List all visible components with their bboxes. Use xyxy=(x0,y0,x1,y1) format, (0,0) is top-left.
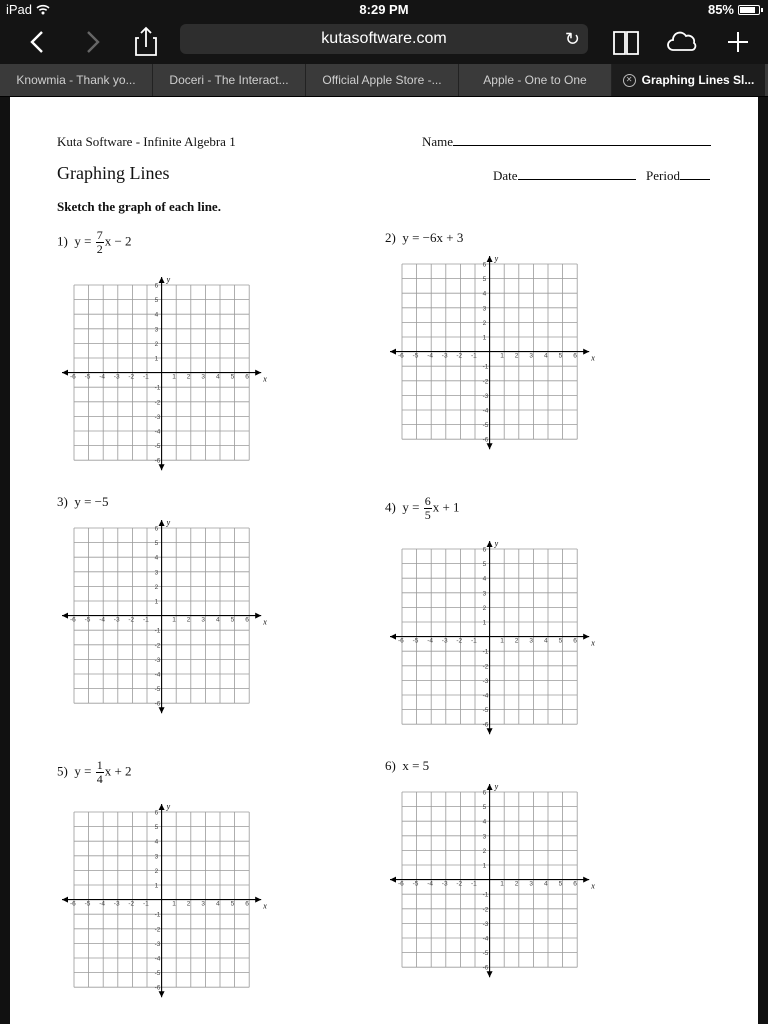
x-axis-arrow-left xyxy=(390,349,396,355)
y-tick-label: 4 xyxy=(154,838,159,846)
x-tick-label: -4 xyxy=(427,880,433,888)
y-tick-label: -6 xyxy=(482,721,489,729)
y-tick-label: 3 xyxy=(482,590,487,598)
y-tick-label: -3 xyxy=(154,940,161,948)
y-axis-label: y xyxy=(166,518,171,527)
x-tick-label: 4 xyxy=(544,352,548,360)
x-axis-label: x xyxy=(263,901,267,911)
x-axis-arrow-left xyxy=(390,634,396,640)
y-tick-label: 5 xyxy=(482,804,487,812)
x-tick-label: -4 xyxy=(99,900,105,908)
x-tick-label: 2 xyxy=(186,373,191,381)
y-tick-label: -1 xyxy=(154,627,161,635)
y-axis-arrow-up xyxy=(159,520,165,526)
x-axis-label: x xyxy=(263,617,267,627)
x-tick-label: -5 xyxy=(84,616,91,624)
x-tick-label: -6 xyxy=(398,637,404,645)
y-tick-label: -1 xyxy=(154,384,161,392)
tab-apple-one-to-one[interactable]: Apple - One to One xyxy=(459,64,612,96)
y-tick-label: 6 xyxy=(154,282,159,290)
x-tick-label: -2 xyxy=(128,373,135,381)
y-tick-label: -5 xyxy=(154,970,161,978)
y-tick-label: -2 xyxy=(154,926,161,934)
y-tick-label: -2 xyxy=(482,906,489,914)
x-tick-label: 3 xyxy=(529,637,534,645)
coordinate-grid-3[interactable] xyxy=(58,518,268,720)
y-tick-label: -2 xyxy=(482,663,489,671)
battery-icon xyxy=(738,5,760,15)
y-tick-label: -2 xyxy=(154,642,161,650)
name-field: Name xyxy=(422,134,711,150)
x-tick-label: -4 xyxy=(99,373,105,381)
x-tick-label: 3 xyxy=(201,373,206,381)
back-icon[interactable] xyxy=(20,24,56,60)
x-tick-label: -1 xyxy=(143,900,149,908)
y-axis-arrow-up xyxy=(159,277,165,283)
y-tick-label: -1 xyxy=(482,891,489,899)
x-tick-label: -2 xyxy=(128,616,135,624)
y-tick-label: 3 xyxy=(154,569,159,577)
y-tick-label: -4 xyxy=(154,671,161,679)
y-axis-label: y xyxy=(494,782,499,791)
period-field: Period xyxy=(646,168,710,184)
y-tick-label: -3 xyxy=(482,677,489,685)
y-tick-label: -6 xyxy=(482,964,489,972)
x-tick-label: 3 xyxy=(201,616,206,624)
share-icon[interactable] xyxy=(128,24,164,60)
x-tick-label: -3 xyxy=(441,880,448,888)
x-axis-arrow-right xyxy=(255,370,261,376)
y-tick-label: 2 xyxy=(154,867,159,875)
x-tick-label: 4 xyxy=(216,900,220,908)
x-axis-arrow-right xyxy=(583,634,589,640)
x-tick-label: 4 xyxy=(544,637,548,645)
x-tick-label: 6 xyxy=(245,373,249,381)
x-tick-label: -2 xyxy=(456,880,463,888)
x-tick-label: -4 xyxy=(427,637,433,645)
y-tick-label: -5 xyxy=(154,686,161,694)
y-tick-label: -3 xyxy=(482,392,489,400)
y-axis-arrow-down xyxy=(159,991,165,997)
forward-icon[interactable] xyxy=(74,24,110,60)
x-axis-label: x xyxy=(591,881,595,891)
x-tick-label: 1 xyxy=(500,637,504,645)
y-tick-label: 1 xyxy=(482,334,487,342)
y-tick-label: -5 xyxy=(482,707,489,715)
device-name: iPad xyxy=(6,2,33,17)
address-bar[interactable] xyxy=(180,24,588,54)
reload-icon[interactable]: ↻ xyxy=(564,29,580,49)
x-tick-label: -6 xyxy=(70,900,76,908)
y-tick-label: 5 xyxy=(482,276,487,284)
y-tick-label: 3 xyxy=(154,326,159,334)
y-axis-arrow-down xyxy=(159,707,165,713)
x-tick-label: -6 xyxy=(398,880,404,888)
y-tick-label: -4 xyxy=(482,407,489,415)
problem-3: 3) y = −5 xyxy=(57,494,109,509)
instructions: Sketch the graph of each line. xyxy=(57,199,221,214)
x-tick-label: -1 xyxy=(471,637,477,645)
x-tick-label: 6 xyxy=(573,880,577,888)
x-tick-label: -1 xyxy=(143,373,149,381)
y-tick-label: -2 xyxy=(154,399,161,407)
y-tick-label: -1 xyxy=(482,648,489,656)
x-tick-label: -3 xyxy=(113,373,120,381)
y-tick-label: -2 xyxy=(482,378,489,386)
x-tick-label: 5 xyxy=(230,616,235,624)
x-tick-label: -5 xyxy=(84,900,91,908)
coordinate-grid-4[interactable] xyxy=(386,539,596,741)
x-tick-label: 3 xyxy=(201,900,206,908)
y-tick-label: -4 xyxy=(482,935,489,943)
y-tick-label: 4 xyxy=(154,554,159,562)
y-tick-label: 6 xyxy=(482,261,487,269)
x-tick-label: 2 xyxy=(186,616,191,624)
y-tick-label: 6 xyxy=(154,809,159,817)
y-tick-label: 1 xyxy=(154,355,159,363)
y-tick-label: 2 xyxy=(482,319,487,327)
y-tick-label: -5 xyxy=(482,422,489,430)
x-tick-label: 5 xyxy=(230,373,235,381)
y-tick-label: -1 xyxy=(482,363,489,371)
x-axis-label: x xyxy=(591,638,595,648)
x-tick-label: -5 xyxy=(84,373,91,381)
worksheet-title: Graphing Lines xyxy=(57,163,170,183)
y-axis-arrow-down xyxy=(487,971,493,977)
y-tick-label: -6 xyxy=(154,984,161,992)
x-tick-label: 1 xyxy=(500,880,504,888)
x-tick-label: 2 xyxy=(514,352,519,360)
worksheet-page xyxy=(10,97,758,1024)
x-tick-label: 4 xyxy=(544,880,548,888)
x-tick-label: 6 xyxy=(245,900,249,908)
y-axis-arrow-down xyxy=(159,464,165,470)
x-axis-arrow-left xyxy=(62,897,68,903)
problem-4: 4) y = $\frac{6}{5}$ x + 1 xyxy=(385,494,460,522)
x-tick-label: -3 xyxy=(441,637,448,645)
y-tick-label: -6 xyxy=(482,436,489,444)
x-tick-label: -3 xyxy=(113,616,120,624)
x-tick-label: -5 xyxy=(412,880,419,888)
bookmarks-icon[interactable] xyxy=(608,24,644,60)
x-tick-label: -6 xyxy=(398,352,404,360)
y-tick-label: -6 xyxy=(154,700,161,708)
y-tick-label: 1 xyxy=(154,598,159,606)
x-tick-label: 3 xyxy=(529,880,534,888)
tab-knowmia[interactable]: Knowmia - Thank yo... xyxy=(0,64,153,96)
x-tick-label: -1 xyxy=(143,616,149,624)
y-tick-label: -3 xyxy=(154,656,161,664)
x-tick-label: -3 xyxy=(113,900,120,908)
y-axis-arrow-up xyxy=(159,804,165,810)
y-tick-label: -4 xyxy=(482,692,489,700)
x-axis-arrow-right xyxy=(583,877,589,883)
new-tab-icon[interactable] xyxy=(720,24,756,60)
x-tick-label: 1 xyxy=(172,616,176,624)
clock: 8:29 PM xyxy=(359,2,409,17)
x-tick-label: -2 xyxy=(128,900,135,908)
y-tick-label: -1 xyxy=(154,911,161,919)
x-tick-label: 1 xyxy=(500,352,504,360)
icloud-icon[interactable] xyxy=(664,24,700,60)
x-axis-arrow-left xyxy=(390,877,396,883)
x-tick-label: 5 xyxy=(558,880,563,888)
x-tick-label: -1 xyxy=(471,880,477,888)
problem-6: 6) x = 5 xyxy=(385,758,430,773)
y-tick-label: -4 xyxy=(154,428,161,436)
tab-bar xyxy=(0,64,768,97)
tab-graphing-lines[interactable]: ✕ Graphing Lines Sl... xyxy=(612,64,765,96)
y-axis-arrow-down xyxy=(487,728,493,734)
x-tick-label: 4 xyxy=(216,616,220,624)
x-axis-arrow-right xyxy=(583,349,589,355)
x-tick-label: -5 xyxy=(412,637,419,645)
x-axis-arrow-left xyxy=(62,370,68,376)
x-tick-label: -4 xyxy=(427,352,433,360)
y-axis-label: y xyxy=(494,254,499,263)
x-axis-label: x xyxy=(591,353,595,363)
x-axis-arrow-right xyxy=(255,897,261,903)
y-axis-label: y xyxy=(166,802,171,811)
x-tick-label: 2 xyxy=(514,880,519,888)
y-axis-arrow-up xyxy=(487,541,493,547)
status-bar xyxy=(0,0,768,20)
y-tick-label: 2 xyxy=(482,847,487,855)
y-axis-arrow-up xyxy=(487,256,493,262)
y-tick-label: 1 xyxy=(154,882,159,890)
x-tick-label: 1 xyxy=(172,373,176,381)
x-axis-arrow-right xyxy=(255,613,261,619)
y-tick-label: 5 xyxy=(482,561,487,569)
x-tick-label: 1 xyxy=(172,900,176,908)
x-tick-label: -5 xyxy=(412,352,419,360)
x-tick-label: 4 xyxy=(216,373,220,381)
x-tick-label: 3 xyxy=(529,352,534,360)
x-tick-label: 5 xyxy=(558,637,563,645)
header-left: Kuta Software - Infinite Algebra 1 xyxy=(57,134,236,149)
problem-1: 1) y = $\frac{7}{2}$ x − 2 xyxy=(57,228,132,256)
y-tick-label: 4 xyxy=(154,311,159,319)
y-tick-label: 4 xyxy=(482,290,487,298)
y-tick-label: 1 xyxy=(482,619,487,627)
problem-2: 2) y = −6x + 3 xyxy=(385,230,464,245)
y-tick-label: -6 xyxy=(154,457,161,465)
y-tick-label: 2 xyxy=(154,583,159,591)
coordinate-grid-2[interactable] xyxy=(386,254,596,456)
problem-5: 5) y = $\frac{1}{4}$ x + 2 xyxy=(57,758,132,786)
y-tick-label: -5 xyxy=(482,950,489,958)
y-tick-label: 3 xyxy=(154,853,159,861)
x-axis-arrow-left xyxy=(62,613,68,619)
y-axis-arrow-up xyxy=(487,784,493,790)
date-field: Date xyxy=(493,168,636,184)
y-tick-label: 4 xyxy=(482,818,487,826)
close-tab-icon[interactable]: ✕ xyxy=(623,74,636,87)
y-tick-label: -3 xyxy=(154,413,161,421)
battery-percent: 85% xyxy=(707,2,734,17)
url-text: kutasoftware.com xyxy=(321,30,447,47)
y-tick-label: -3 xyxy=(482,920,489,928)
x-tick-label: 6 xyxy=(245,616,249,624)
coordinate-grid-5[interactable] xyxy=(58,802,268,1004)
y-tick-label: 6 xyxy=(482,546,487,554)
x-tick-label: -3 xyxy=(441,352,448,360)
x-tick-label: 5 xyxy=(230,900,235,908)
x-tick-label: -2 xyxy=(456,352,463,360)
x-axis-label: x xyxy=(263,374,267,384)
browser-toolbar xyxy=(0,20,768,64)
y-tick-label: -5 xyxy=(154,443,161,451)
x-tick-label: 5 xyxy=(558,352,563,360)
tab-doceri[interactable]: Doceri - The Interact... xyxy=(153,64,306,96)
x-tick-label: -1 xyxy=(471,352,477,360)
y-tick-label: 2 xyxy=(482,604,487,612)
y-tick-label: 5 xyxy=(154,824,159,832)
y-axis-label: y xyxy=(166,275,171,284)
x-tick-label: 2 xyxy=(514,637,519,645)
x-tick-label: 6 xyxy=(573,637,577,645)
x-tick-label: -6 xyxy=(70,616,76,624)
y-tick-label: -4 xyxy=(154,955,161,963)
y-tick-label: 5 xyxy=(154,540,159,548)
y-tick-label: 2 xyxy=(154,340,159,348)
y-tick-label: 5 xyxy=(154,297,159,305)
tab-apple-store[interactable]: Official Apple Store -... xyxy=(306,64,459,96)
y-tick-label: 4 xyxy=(482,575,487,583)
coordinate-grid-6[interactable] xyxy=(386,782,596,984)
x-tick-label: -6 xyxy=(70,373,76,381)
y-axis-arrow-down xyxy=(487,443,493,449)
y-tick-label: 3 xyxy=(482,305,487,313)
y-tick-label: 6 xyxy=(154,525,159,533)
y-tick-label: 3 xyxy=(482,833,487,841)
x-tick-label: 2 xyxy=(186,900,191,908)
x-tick-label: 6 xyxy=(573,352,577,360)
coordinate-grid-1[interactable] xyxy=(58,275,268,477)
y-axis-label: y xyxy=(494,539,499,548)
y-tick-label: 1 xyxy=(482,862,487,870)
x-tick-label: -2 xyxy=(456,637,463,645)
x-tick-label: -4 xyxy=(99,616,105,624)
y-tick-label: 6 xyxy=(482,789,487,797)
